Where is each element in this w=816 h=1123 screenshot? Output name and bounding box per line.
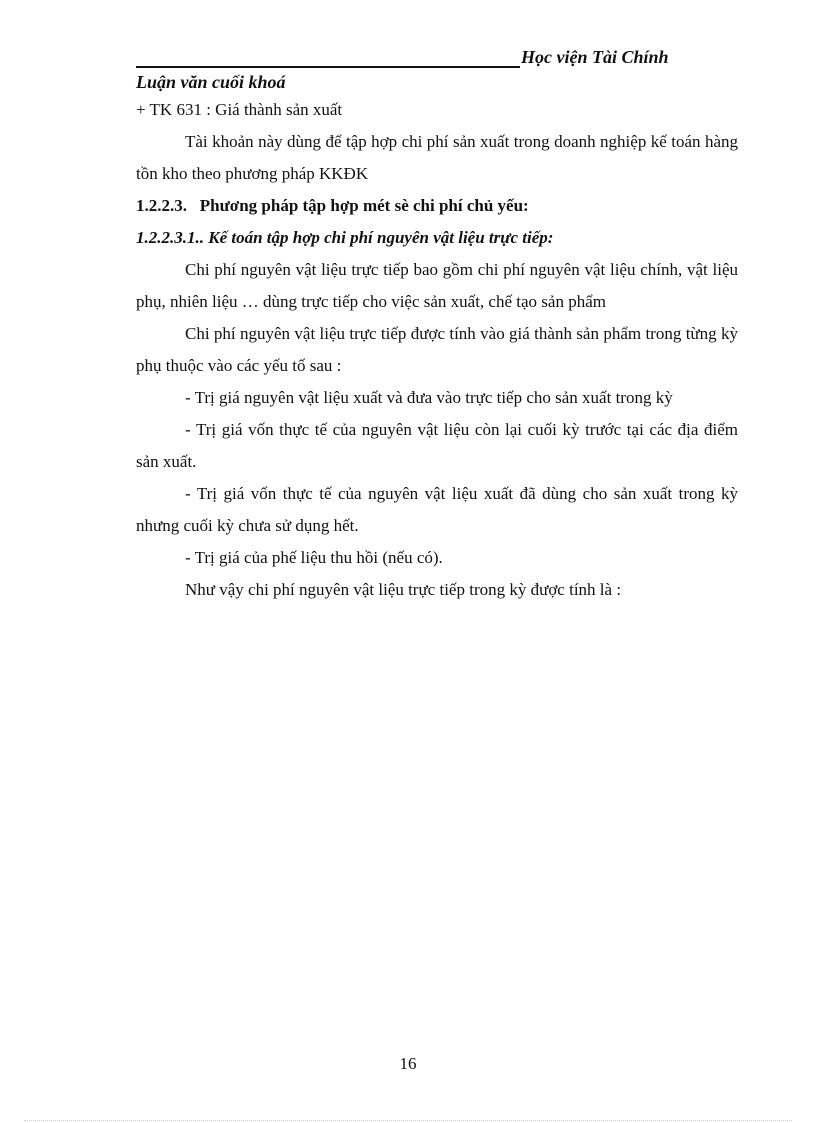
header-institution: Học viện Tài Chính bbox=[521, 47, 669, 67]
factor-item: - Trị giá nguyên vật liệu xuất và đưa vào trực tiếp cho sản xuất trong kỳ bbox=[185, 388, 673, 407]
formula-intro: Như vậy chi phí nguyên vật liệu trực tiếp trong kỳ được tính là : bbox=[185, 580, 622, 599]
account-description: Tài khoản này dùng để tập hợp chi phí sản xuất trong doanh nghiệp kế toán hàng tồn kho theo phương pháp KKĐK bbox=[136, 132, 738, 183]
page-bottom-border bbox=[24, 1120, 792, 1121]
header-rule bbox=[136, 66, 520, 68]
factor-item: - Trị giá vốn thực tế của nguyên vật liệu còn lại cuối kỳ trước tại các địa điểm sản xuất. bbox=[136, 420, 738, 471]
header-document-label: Luận văn cuối khoá bbox=[136, 72, 286, 92]
account-line: + TK 631 : Giá thành sản xuất bbox=[136, 100, 343, 119]
section-heading: 1.2.2.3. Phương pháp tập hợp mét sè chi phí chủ yếu: bbox=[136, 196, 529, 215]
material-cost-factors-intro: Chi phí nguyên vật liệu trực tiếp được tính vào giá thành sản phẩm trong từng kỳ phụ thuộc vào các yếu tố sau : bbox=[136, 324, 738, 375]
factor-item: - Trị giá của phế liệu thu hồi (nếu có). bbox=[185, 548, 443, 567]
factor-item: - Trị giá vốn thực tế của nguyên vật liệu xuất đã dùng cho sản xuất trong kỳ nhưng cuối kỳ chưa sử dụng hết. bbox=[136, 484, 738, 535]
subsection-heading: 1.2.2.3.1.. Kế toán tập hợp chi phí nguyên vật liệu trực tiếp: bbox=[136, 228, 554, 247]
page-number: 16 bbox=[399, 1054, 417, 1073]
document-body bbox=[136, 94, 738, 606]
material-cost-definition: Chi phí nguyên vật liệu trực tiếp bao gồm chi phí nguyên vật liệu chính, vật liệu phụ, nhiên liệu … dùng trực tiếp cho việc sản xuất, chế tạo sản phẩm bbox=[136, 260, 738, 311]
